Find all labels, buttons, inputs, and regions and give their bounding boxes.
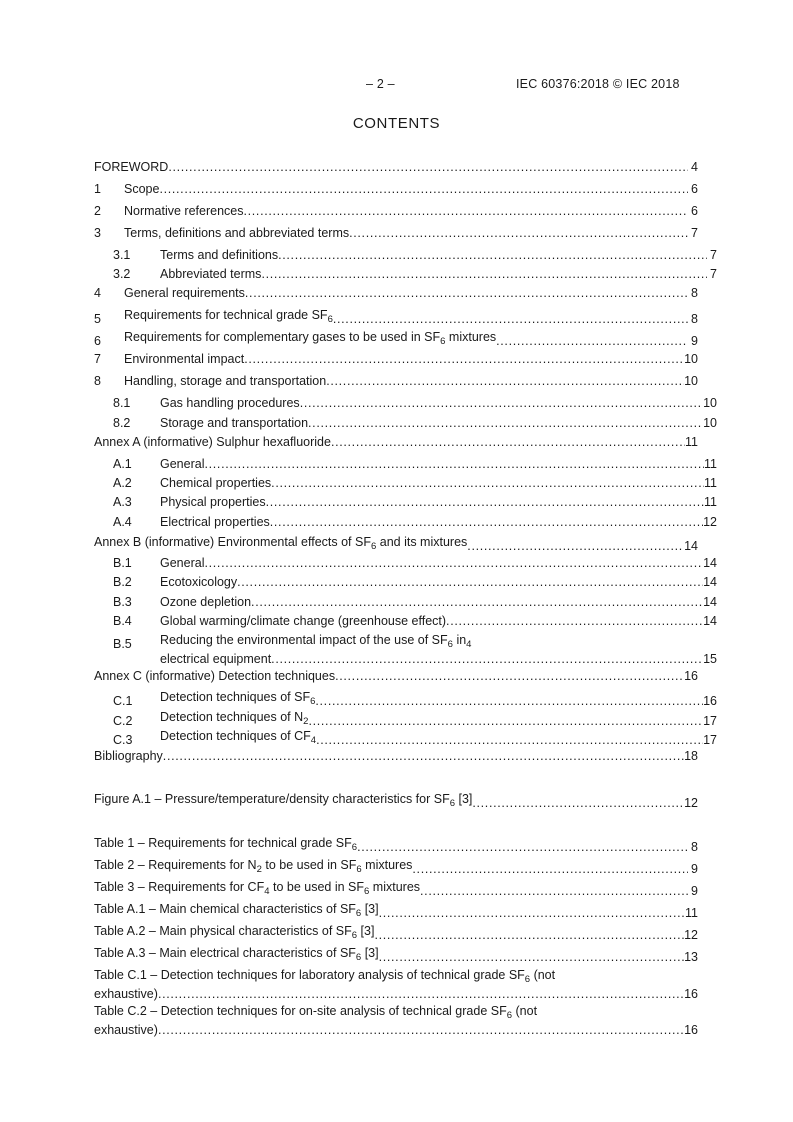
- dot-leader: [420, 884, 688, 899]
- page-number-ref: 8: [691, 840, 698, 854]
- dot-leader: [158, 1023, 684, 1038]
- title-pre: Table 2 – Requirements for N: [94, 858, 257, 872]
- title-sub: 6: [524, 974, 531, 985]
- dot-leader: [379, 906, 685, 921]
- toc-entry[interactable]: [94, 669, 698, 684]
- entry-title: [124, 226, 349, 241]
- entry-title: [124, 374, 326, 389]
- toc-entry[interactable]: [94, 248, 717, 263]
- table-list-entry[interactable]: [94, 968, 698, 1002]
- toc-entry[interactable]: [94, 267, 717, 282]
- page-number-ref: 7: [691, 226, 698, 240]
- entry-number: 4: [94, 286, 101, 300]
- entry-title: [94, 792, 472, 811]
- title-pre: General: [160, 556, 205, 570]
- title-pre: Abbreviated terms: [160, 267, 262, 281]
- dot-leader: [245, 286, 688, 301]
- entry-number: B.5: [113, 637, 132, 651]
- entry-title: [94, 987, 158, 1002]
- entry-number: A.4: [113, 515, 132, 529]
- page-number-ref: 9: [691, 334, 698, 348]
- title-post: to be used in SF: [261, 858, 357, 872]
- title-pre: exhaustive): [94, 987, 158, 1001]
- title-sub: 6: [506, 1010, 513, 1021]
- title-post: to be used in SF: [269, 880, 365, 894]
- dot-leader: [251, 595, 703, 610]
- title-sub: 6: [310, 696, 316, 707]
- title-pre: Table A.1 – Main chemical characteristics of SF: [94, 902, 356, 916]
- page-number-ref: 11: [685, 435, 698, 449]
- table-list-entry[interactable]: [94, 946, 698, 965]
- page-number-ref: 13: [684, 950, 698, 964]
- entry-number: B.3: [113, 595, 132, 609]
- page-number-ref: 12: [703, 515, 717, 529]
- title-pre: Terms and definitions: [160, 248, 279, 262]
- page-number-ref: 8: [691, 286, 698, 300]
- entry-title: [94, 880, 420, 899]
- toc-entry[interactable]: [94, 495, 717, 510]
- title-pre: Physical properties: [160, 495, 266, 509]
- title-pre: Table C.2 – Detection techniques for on-site analysis of technical grade SF: [94, 1004, 507, 1018]
- page-number-ref: 14: [684, 539, 698, 553]
- title-post: [3]: [455, 792, 473, 806]
- entry-number: 8.2: [113, 416, 131, 430]
- page-number-ref: 9: [691, 862, 698, 876]
- entry-title: [124, 204, 244, 219]
- entry-title-line-1: [94, 968, 555, 987]
- title-sub: 6: [440, 336, 446, 347]
- page-number-ref: 17: [703, 733, 717, 747]
- entry-number: C.3: [113, 733, 133, 747]
- entry-title: [160, 267, 261, 282]
- entry-title-line-1: [94, 1004, 537, 1023]
- dot-leader: [244, 204, 689, 219]
- entry-title: [124, 352, 244, 367]
- title-post: in: [452, 633, 467, 647]
- dot-leader: [374, 928, 684, 943]
- page-number-ref: 16: [703, 694, 717, 708]
- page-number-ref: 14: [703, 556, 717, 570]
- table-list-entry[interactable]: [94, 858, 698, 877]
- entry-title: [94, 836, 357, 855]
- entry-number: A.3: [113, 495, 132, 509]
- entry-title: [94, 749, 163, 764]
- title-pre: Detection techniques of SF: [160, 690, 311, 704]
- dot-leader: [308, 416, 703, 431]
- toc-entry[interactable]: [94, 476, 717, 491]
- title-sub-2: 6: [364, 886, 370, 897]
- entry-title: [160, 515, 270, 530]
- toc-entry[interactable]: [94, 204, 698, 219]
- dot-leader: [412, 862, 688, 877]
- dot-leader: [270, 515, 703, 530]
- page-number-ref: 12: [684, 928, 698, 942]
- page-number-ref: 7: [710, 267, 717, 281]
- dot-leader: [467, 539, 684, 554]
- page-number-ref: 6: [691, 204, 698, 218]
- page-number-ref: 14: [703, 595, 717, 609]
- toc-entry[interactable]: [94, 182, 698, 197]
- title-pre: electrical equipment: [160, 652, 272, 666]
- title-sub-2: 6: [356, 864, 362, 875]
- standard-reference: IEC 60376:2018 © IEC 2018: [516, 77, 680, 91]
- figure-list-entry[interactable]: [94, 792, 698, 811]
- page-number-ref: 4: [691, 160, 698, 174]
- entry-title: [160, 690, 315, 709]
- toc-entry[interactable]: [94, 710, 717, 729]
- dot-leader: [278, 248, 707, 263]
- title-sub: 4: [310, 735, 317, 746]
- title-pre: Environmental impact: [124, 352, 245, 366]
- page-number-ref: 9: [691, 884, 698, 898]
- dot-leader: [335, 669, 684, 684]
- toc-entry[interactable]: [94, 396, 717, 411]
- page-number-ref: 11: [704, 495, 717, 509]
- title-post: and its mixtures: [376, 535, 468, 549]
- dot-leader: [266, 495, 704, 510]
- entry-title: [160, 416, 308, 431]
- title-pre: Reducing the environmental impact of the use of SF: [160, 633, 448, 647]
- entry-title: [160, 729, 316, 748]
- entry-number: 3.1: [113, 248, 131, 262]
- entry-title: [160, 575, 237, 590]
- entry-title: [160, 710, 308, 729]
- entry-number: 2: [94, 204, 101, 218]
- page-number-ref: 16: [684, 1023, 698, 1037]
- page-number-ref: 11: [704, 457, 717, 471]
- toc-entry[interactable]: [94, 515, 717, 530]
- title-pre: Table C.1 – Detection techniques for laboratory analysis of technical grade SF: [94, 968, 525, 982]
- dot-leader: [379, 950, 685, 965]
- title-pre: Normative references: [124, 204, 244, 218]
- entry-title: [160, 495, 266, 510]
- title-sub: 6: [351, 930, 358, 941]
- toc-entry[interactable]: [94, 749, 698, 764]
- dot-leader: [308, 714, 703, 729]
- title-pre: exhaustive): [94, 1023, 158, 1037]
- title-post-2: mixtures: [369, 880, 421, 894]
- dot-leader: [261, 267, 707, 282]
- title-pre: General: [160, 457, 205, 471]
- dot-leader: [446, 614, 703, 629]
- title-pre: Gas handling procedures: [160, 396, 300, 410]
- page-number-ref: 14: [703, 575, 717, 589]
- entry-number: C.1: [113, 694, 133, 708]
- title-pre: Table 3 – Requirements for CF: [94, 880, 265, 894]
- toc-entry[interactable]: [94, 556, 717, 571]
- title-sub: 6: [355, 952, 362, 963]
- title-pre: Detection techniques of N: [160, 710, 304, 724]
- title-pre: Figure A.1 – Pressure/temperature/density characteristics for SF: [94, 792, 450, 806]
- toc-entry[interactable]: [94, 352, 698, 367]
- entry-title: [160, 457, 204, 472]
- title-pre: Handling, storage and transportation: [124, 374, 327, 388]
- title-pre: FOREWORD: [94, 160, 169, 174]
- entry-title: [160, 476, 271, 491]
- entry-number: B.1: [113, 556, 132, 570]
- toc-entry[interactable]: [94, 160, 698, 175]
- entry-number: A.1: [113, 457, 132, 471]
- dot-leader: [316, 733, 703, 748]
- entry-title: [160, 248, 278, 263]
- entry-title: [160, 396, 300, 411]
- dot-leader: [349, 226, 688, 241]
- entry-title: [160, 614, 446, 629]
- page-number-ref: 6: [691, 182, 698, 196]
- page-number-ref: 17: [703, 714, 717, 728]
- dot-leader: [271, 652, 703, 667]
- title-pre: Ecotoxicology: [160, 575, 238, 589]
- entry-title: [160, 652, 271, 667]
- page-number-ref: 12: [684, 796, 698, 810]
- title-pre: Bibliography: [94, 749, 163, 763]
- title-post: mixtures: [445, 330, 497, 344]
- toc-title: CONTENTS: [352, 115, 441, 132]
- dot-leader: [271, 476, 704, 491]
- page-number-ref: 11: [685, 906, 698, 920]
- page-number-ref: 11: [704, 476, 717, 490]
- page-number-ref: 8: [691, 312, 698, 326]
- entry-number: A.2: [113, 476, 132, 490]
- dot-leader: [496, 334, 688, 349]
- entry-title: [94, 858, 412, 877]
- entry-title: [94, 669, 335, 684]
- title-post-2: mixtures: [361, 858, 413, 872]
- table-list-entry[interactable]: [94, 880, 698, 899]
- toc-entry[interactable]: [94, 330, 698, 349]
- title-sub: 2: [256, 864, 262, 875]
- entry-title: [94, 1023, 158, 1038]
- entry-number: 3: [94, 226, 101, 240]
- dot-leader: [357, 840, 688, 855]
- title-pre: Annex B (informative) Environmental effects of SF: [94, 535, 371, 549]
- dot-leader: [159, 182, 688, 197]
- title-post: [3]: [361, 946, 379, 960]
- toc-entry[interactable]: [94, 226, 698, 241]
- title-pre: Chemical properties: [160, 476, 272, 490]
- title-sub: 2: [303, 716, 309, 727]
- page-number-ref: 10: [684, 374, 698, 388]
- dot-leader: [326, 374, 684, 389]
- page-number-ref: 15: [703, 652, 717, 666]
- title-post: (not: [512, 1004, 538, 1018]
- title-sub: 4: [264, 886, 270, 897]
- title-pre: Requirements for complementary gases to be used in SF: [124, 330, 441, 344]
- title-pre: Global warming/climate change (greenhouse effect): [160, 614, 447, 628]
- title-pre: Terms, definitions and abbreviated terms: [124, 226, 350, 240]
- toc-entry[interactable]: [94, 308, 698, 327]
- toc-entry[interactable]: [94, 416, 717, 431]
- title-pre: Requirements for technical grade SF: [124, 308, 328, 322]
- page-number: – 2 –: [366, 77, 395, 91]
- entry-title: [94, 535, 467, 554]
- title-pre: Ozone depletion: [160, 595, 252, 609]
- toc-entry[interactable]: [94, 435, 698, 450]
- title-sub: 6: [449, 798, 455, 809]
- entry-title: [124, 308, 333, 327]
- dot-leader: [168, 160, 688, 175]
- dot-leader: [315, 694, 703, 709]
- entry-title-line-1: [160, 633, 471, 652]
- entry-title: [94, 946, 379, 965]
- dot-leader: [204, 556, 703, 571]
- dot-leader: [237, 575, 703, 590]
- page-number-ref: 16: [684, 987, 698, 1001]
- toc-entry[interactable]: [94, 535, 698, 554]
- page-number-ref: 10: [684, 352, 698, 366]
- entry-title: [94, 902, 379, 921]
- table-list-entry[interactable]: [94, 836, 698, 855]
- entry-number: 1: [94, 182, 101, 196]
- entry-number: C.2: [113, 714, 133, 728]
- page-number-ref: 10: [703, 416, 717, 430]
- entry-title: [94, 160, 168, 175]
- entry-number: 8.1: [113, 396, 131, 410]
- title-pre: Annex A (informative) Sulphur hexafluoride: [94, 435, 331, 449]
- page-number-ref: 14: [703, 614, 717, 628]
- table-list-entry[interactable]: [94, 924, 698, 943]
- title-sub: 6: [351, 842, 358, 853]
- entry-title: [124, 286, 245, 301]
- dot-leader: [300, 396, 703, 411]
- dot-leader: [244, 352, 684, 367]
- title-pre: Scope: [124, 182, 160, 196]
- entry-number: 5: [94, 312, 101, 326]
- entry-title: [94, 924, 374, 943]
- toc-entry[interactable]: [94, 374, 698, 389]
- page-number-ref: 10: [703, 396, 717, 410]
- entry-title: [160, 556, 204, 571]
- toc-entry[interactable]: [94, 690, 717, 709]
- dot-leader: [472, 796, 684, 811]
- table-list-entry[interactable]: [94, 1004, 698, 1038]
- title-pre: General requirements: [124, 286, 245, 300]
- title-sub: 6: [355, 908, 362, 919]
- title-post: [3]: [357, 924, 375, 938]
- dot-leader: [163, 749, 684, 764]
- title-pre: Electrical properties: [160, 515, 270, 529]
- title-pre: Table 1 – Requirements for technical grade SF: [94, 836, 352, 850]
- entry-title: [124, 182, 159, 197]
- dot-leader: [204, 457, 704, 472]
- toc-entry[interactable]: [94, 457, 717, 472]
- title-sub: 6: [370, 541, 377, 552]
- entry-number: 8: [94, 374, 101, 388]
- toc-entry[interactable]: [94, 595, 717, 610]
- dot-leader: [331, 435, 685, 450]
- entry-title: [94, 435, 331, 450]
- dot-leader: [333, 312, 688, 327]
- dot-leader: [158, 987, 684, 1002]
- toc-entry[interactable]: [94, 575, 717, 590]
- entry-number: 3.2: [113, 267, 131, 281]
- entry-number: 7: [94, 352, 101, 366]
- table-list-entry[interactable]: [94, 902, 698, 921]
- page-number-ref: 16: [684, 669, 698, 683]
- title-sub-2: 4: [466, 639, 472, 650]
- toc-entry[interactable]: [94, 633, 717, 667]
- title-sub: 6: [327, 314, 333, 325]
- title-pre: Detection techniques of CF: [160, 729, 311, 743]
- entry-number: B.4: [113, 614, 132, 628]
- toc-entry[interactable]: [94, 729, 717, 748]
- title-pre: Annex C (informative) Detection techniques: [94, 669, 336, 683]
- title-post: (not: [530, 968, 556, 982]
- entry-number: 6: [94, 334, 101, 348]
- page-number-ref: 7: [710, 248, 717, 262]
- entry-title: [160, 595, 251, 610]
- toc-entry[interactable]: [94, 614, 717, 629]
- toc-entry[interactable]: [94, 286, 698, 301]
- title-sub: 6: [447, 639, 453, 650]
- title-pre: Table A.2 – Main physical characteristics of SF: [94, 924, 352, 938]
- title-post: [3]: [361, 902, 379, 916]
- title-pre: Storage and transportation: [160, 416, 309, 430]
- entry-title: [124, 330, 496, 349]
- page-number-ref: 18: [684, 749, 698, 763]
- entry-number: B.2: [113, 575, 132, 589]
- title-pre: Table A.3 – Main electrical characteristics of SF: [94, 946, 356, 960]
